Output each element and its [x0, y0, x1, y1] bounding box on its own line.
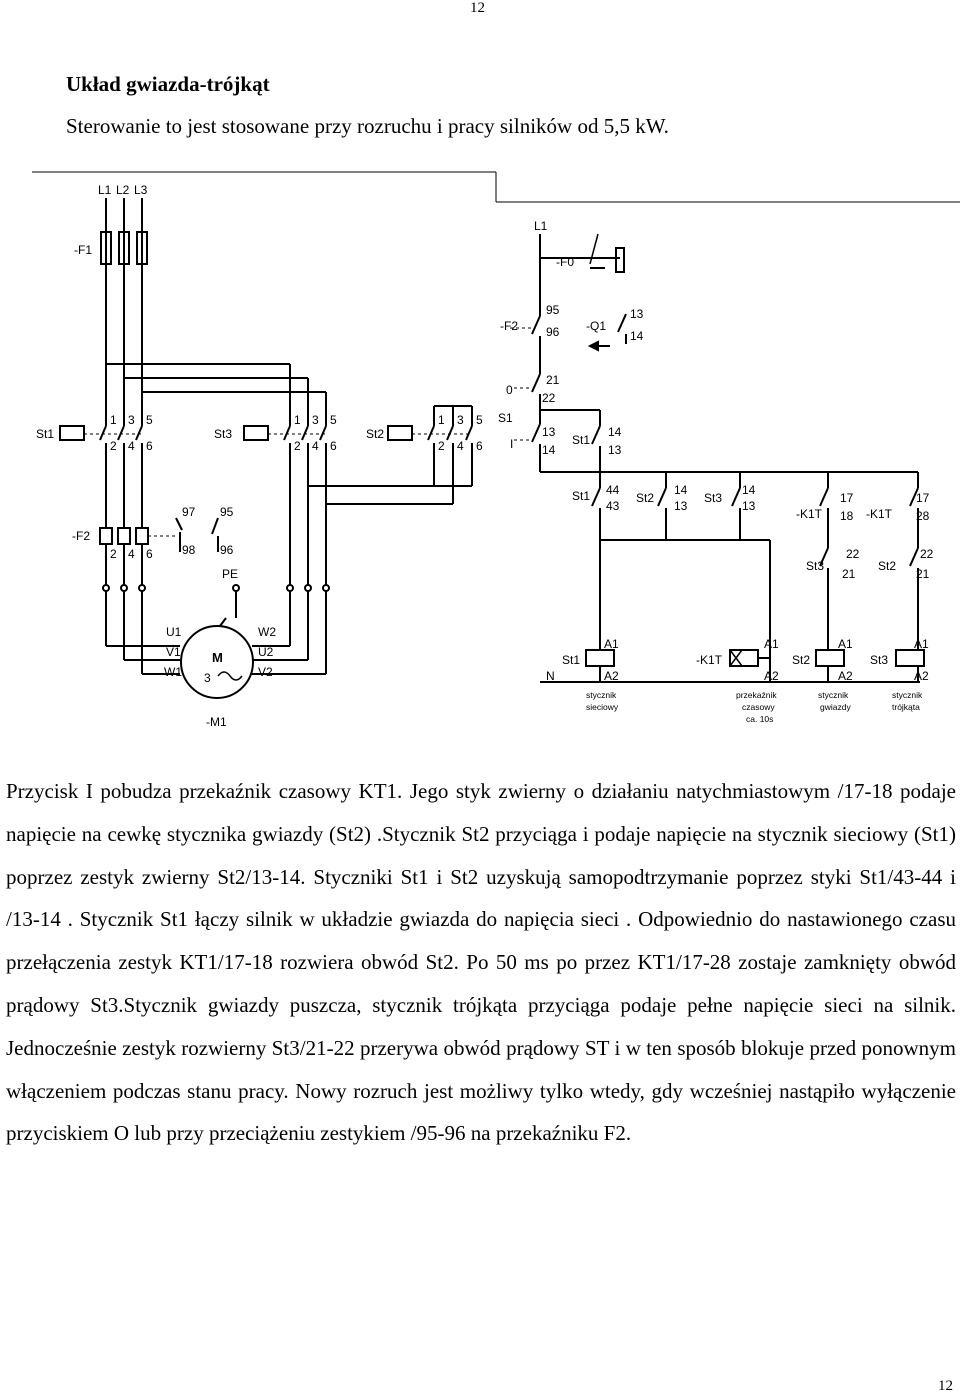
terminal-label: 5: [476, 413, 483, 427]
label-button-off: 0: [506, 383, 513, 397]
label-95: 95: [220, 505, 234, 519]
terminal-label: A2: [914, 669, 929, 683]
label-98: 98: [182, 543, 196, 557]
label-m1: -M1: [206, 715, 227, 729]
terminal-label: 96: [546, 325, 560, 339]
terminal-label: 22: [846, 547, 860, 561]
terminal-label: 13: [742, 499, 756, 513]
label-97: 97: [182, 505, 196, 519]
terminal-label: 14: [630, 329, 644, 343]
terminal-label: 21: [842, 567, 856, 581]
label-w2: W2: [258, 625, 276, 639]
description-paragraph: [6, 770, 956, 1155]
terminal-label: A2: [764, 669, 779, 683]
label-l3: L3: [134, 183, 148, 197]
terminal-label: 4: [128, 547, 135, 561]
terminal-label: 43: [606, 499, 620, 513]
label-n: N: [546, 669, 555, 683]
label-s1: S1: [498, 411, 513, 425]
label-q1: -Q1: [586, 319, 607, 333]
label-button-on: I: [510, 437, 514, 451]
coil-label: St2: [792, 653, 811, 667]
terminal-label: 21: [546, 373, 560, 387]
terminal-label: 13: [674, 499, 688, 513]
coil-caption: stycznik: [892, 690, 923, 700]
terminal-label: 18: [840, 509, 854, 523]
label-st3-power: St3: [214, 427, 233, 441]
terminal-label: 21: [916, 567, 930, 581]
coil-label: St1: [562, 653, 581, 667]
page-title: Układ gwiazda-trójkąt: [66, 72, 270, 96]
terminal-label: 4: [128, 439, 135, 453]
terminal-label: 44: [606, 483, 620, 497]
coil-caption: sieciowy: [586, 702, 619, 712]
contact-label: St1: [572, 489, 591, 503]
label-pe: PE: [222, 567, 239, 581]
page-number-bottom: 12: [938, 1378, 953, 1394]
body-paragraph: Przycisk I pobudza przekaźnik czasowy KT1. Jego styk zwierny o działaniu natychmiastowym /17-18 podaje napięcie na cewkę stycznika gwiazdy (St2) .Stycznik St2 przyciąga i podaje napięcie na stycznik sieciowy (St1) poprzez zestyk zwierny St2/13-14. Styczniki St1 i St2 uzyskują samopodtrzymanie poprzez styki St1/43-44 i /13-14 . Stycznik St1 łączy silnik w układzie gwiazda do napięcia sieci . Odpowiednio do nastawionego czasu przełączenia zestyk KT1/17-18 rozwiera obwód St2. Po 50 ms po przez KT1/17-28 zostaje zamknięty obwód prądowy St3.Stycznik gwiazdy puszcza, stycznik trójkąta przyciąga podaje pełne napięcie sieci na silnik. Jednocześnie zestyk rozwierny St3/21-22 przerywa obwód prądowy ST i w ten sposób blokuje przed ponownym włączeniem podczas stanu pracy. Nowy rozruch jest możliwy tylko wtedy, gdy wcześniej nastąpiło wyłączenie przyciskiem O lub przy przeciążeniu zestykiem /95-96 na przekaźniku F2.: [6, 779, 956, 1146]
terminal-label: 4: [312, 439, 319, 453]
label-f1: -F1: [74, 243, 92, 257]
page-subtitle: Sterowanie to jest stosowane przy rozruchu i pracy silników od 5,5 kW.: [66, 114, 669, 138]
terminal-label: A2: [604, 669, 619, 683]
contact-label: St3: [704, 491, 723, 505]
terminal-label: A2: [838, 669, 853, 683]
terminal-label: 3: [457, 413, 464, 427]
terminal-label: 14: [742, 483, 756, 497]
label-u2: U2: [258, 645, 274, 659]
terminal-label: 2: [110, 547, 117, 561]
label-f0: -F0: [556, 255, 574, 269]
terminal-label: 2: [294, 439, 301, 453]
terminal-label: 5: [330, 413, 337, 427]
terminal-label: 5: [146, 413, 153, 427]
label-w1: W1: [164, 665, 182, 679]
terminal-label: 13: [608, 443, 622, 457]
coil-caption: stycznik: [586, 690, 617, 700]
contact-label: St3: [806, 559, 825, 573]
contact-label: St2: [878, 559, 897, 573]
contact-label: St1: [572, 433, 591, 447]
label-u1: U1: [166, 625, 182, 639]
terminal-label: 22: [920, 547, 934, 561]
terminal-label: A1: [914, 637, 929, 651]
terminal-label: 28: [916, 509, 930, 523]
coil-caption: stycznik: [818, 690, 849, 700]
terminal-label: 6: [146, 547, 153, 561]
terminal-label: 6: [330, 439, 337, 453]
terminal-label: 17: [916, 491, 930, 505]
label-l1: L1: [98, 183, 112, 197]
terminal-label: 13: [542, 425, 556, 439]
motor-phase: 3: [204, 671, 211, 685]
label-st1-power: St1: [36, 427, 55, 441]
terminal-label: 6: [476, 439, 483, 453]
label-l2: L2: [116, 183, 130, 197]
terminal-label: A1: [604, 637, 619, 651]
terminal-label: 4: [457, 439, 464, 453]
terminal-label: A1: [838, 637, 853, 651]
coil-label: St3: [870, 653, 889, 667]
coil-caption: przekaźnik: [736, 690, 777, 700]
coil-caption: ca. 10s: [746, 714, 774, 724]
terminal-label: 1: [110, 413, 117, 427]
terminal-label: 22: [542, 391, 556, 405]
terminal-label: 2: [110, 439, 117, 453]
contact-label: -K1T: [796, 507, 823, 521]
label-l1-control: L1: [534, 219, 548, 233]
contact-label: -K1T: [866, 507, 893, 521]
terminal-label: 3: [128, 413, 135, 427]
motor-symbol: M: [212, 650, 223, 665]
terminal-label: 13: [630, 307, 644, 321]
star-delta-circuit-diagram: [30, 168, 960, 740]
terminal-label: 1: [294, 413, 301, 427]
coil-caption: czasowy: [742, 702, 775, 712]
contact-label: St2: [636, 491, 655, 505]
label-st2-power: St2: [366, 427, 385, 441]
coil-label: -K1T: [696, 653, 723, 667]
terminal-label: A1: [764, 637, 779, 651]
terminal-label: 2: [438, 439, 445, 453]
coil-caption: trójkąta: [892, 702, 920, 712]
terminal-label: 95: [546, 303, 560, 317]
coil-caption: gwiazdy: [820, 702, 851, 712]
label-f2-power: -F2: [72, 529, 90, 543]
label-f2-control: -F2: [500, 319, 518, 333]
label-96: 96: [220, 543, 234, 557]
label-v1: V1: [166, 645, 181, 659]
terminal-label: 17: [840, 491, 854, 505]
terminal-label: 6: [146, 439, 153, 453]
terminal-label: 14: [608, 425, 622, 439]
terminal-label: 14: [542, 443, 556, 457]
terminal-label: 1: [438, 413, 445, 427]
label-v2: V2: [258, 665, 273, 679]
terminal-label: 14: [674, 483, 688, 497]
page-number-top: 12: [470, 0, 485, 16]
terminal-label: 3: [312, 413, 319, 427]
